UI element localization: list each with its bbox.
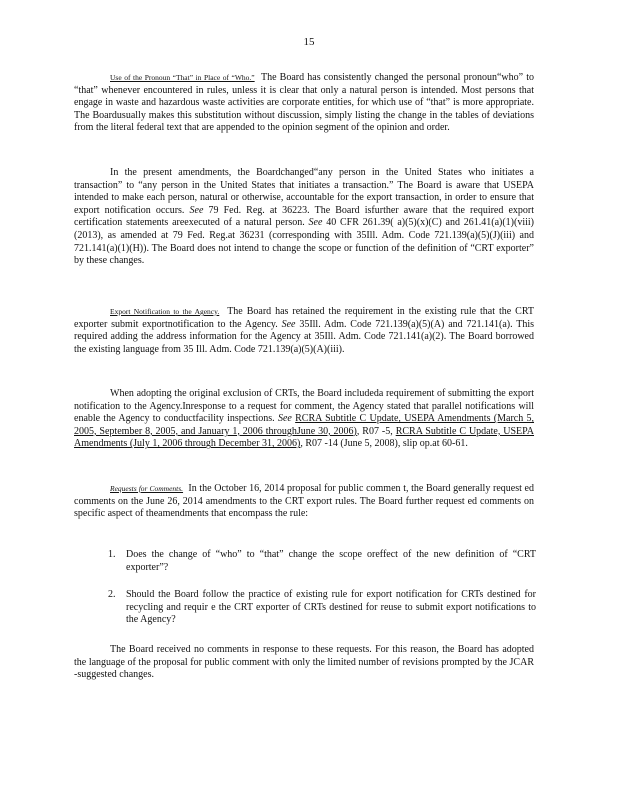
see-signal: See	[281, 318, 296, 330]
question-number: 1.	[108, 549, 116, 560]
no-comments-paragraph	[74, 644, 534, 682]
question-number: 2.	[108, 589, 116, 600]
requests-for-comments-paragraph	[74, 483, 534, 521]
section-pronoun-paragraph	[74, 72, 534, 135]
export-notification-text-1: The Board has retained the requirement in the existing rule that the CRT exporter submit exportnotification to the Agency.	[74, 306, 535, 330]
export-notification-text-2: 35Ill. Adm. Code 721.139(a)(5)(A) and 721.141(a). This required adding the address information for the Agency at 35Ill. Adm. Code 721.141(a)(2). The Board borrowed the existing language from 35 Ill. Adm. Code 721.139(a)(5)(A)(iii).	[74, 318, 535, 355]
see-signal: See	[277, 413, 292, 425]
see-signal: See	[308, 217, 323, 229]
question-item-2	[108, 589, 536, 627]
section-heading-export-notification: Export Notification to the Agency.	[110, 307, 220, 316]
question-item-1	[108, 549, 536, 574]
export-notification-paragraph	[74, 306, 534, 356]
page-number: 15	[303, 36, 315, 48]
requests-for-comments-body: In the October 16, 2014 proposal for public commen t, the Board generally request ed comments on the June 26, 2014 amendments to the CRT export rules. The Board further request ed comments on specific aspect of theamendments that encompass the rule:	[74, 483, 534, 520]
section-heading-pronoun: Use of the Pronoun “That” in Place of “Who.”	[110, 73, 255, 82]
present-amendments-text-2: 79 Fed. Reg. at 36223. The Board isfurther aware that the required export certification statements areexecuted of a natural person.	[74, 204, 535, 229]
case-citation-2: RCRA Subtitle C Update, USEPA Amendments (July 1, 2006 through December 31, 2006)	[74, 425, 535, 450]
case-citation-1: RCRA Subtitle C Update, USEPA Amendments (March 5, 2005, September 8, 2005, and January 1, 2006 throughJune 30, 2006)	[74, 413, 535, 437]
present-amendments-paragraph	[74, 167, 534, 268]
original-exclusion-text: When adopting the original exclusion of CRTs, the Board includeda requirement of submitting the export notification to the Agency.Inresponse to a request for comment, the Agency stated that parallel notifications will enable the Agency to conductfacility inspections.	[74, 388, 534, 425]
present-amendments-text-1: In the present amendments, the Boardchanged“any person in the United States who initiates a transaction” to “any person in the United States that initiates a transaction.” The Board is aware that USEPA intended to make each person, natural or otherwise, accountable for the export transaction, in order to ensure that export notification occurs.	[74, 167, 534, 216]
question-text: Should the Board follow the practice of existing rule for export notification for CRTs destined for recycling and requir e the CRT exporter of CRTs destined for reuse to submit export notifications to the Agency?	[126, 589, 536, 626]
docket-number-1: , R07 -5,	[356, 425, 393, 437]
original-exclusion-paragraph	[74, 388, 534, 451]
section-pronoun-body: The Board has consistently changed the personal pronoun“who” to “that” whenever encountered in rules, unless it is clear that only a natural person is intended. Most persons that engage in waste and hazardous waste activities are corporate entities, for which use of “that” is more appropriate. The Boardusually makes this substitution without discussion, simply listing the change in the tables of deviations from the literal federal text that are appended to the opinion segment of the opinion and order.	[74, 72, 534, 134]
see-signal: See	[189, 204, 204, 216]
no-comments-body: The Board received no comments in response to these requests. For this reason, the Board has adopted the language of the proposal for public comment with only the limited number of revisions prompted by the JCAR -suggested changes.	[74, 644, 534, 681]
citation-tail: , R07 -14 (June 5, 2008), slip op.at 60-61.	[300, 438, 468, 450]
question-text: Does the change of “who” to “that” change the scope oreffect of the new definition of “CRT exporter”?	[126, 549, 536, 573]
present-amendments-text-3: 40 CFR 261.39( a)(5)(x)(C) and 261.41(a)(1)(viii) (2013), as amended at 79 Fed. Reg.at 36231 (corresponding with 35Ill. Adm. Code 721.139(a)(5)(J)(iii) and 721.141(a)(1)(H)). The Board does not intend to change the scope or function of the definition of “CRT exporter” by these changes.	[74, 217, 535, 267]
section-heading-requests: Requests for Comments.	[110, 484, 184, 493]
